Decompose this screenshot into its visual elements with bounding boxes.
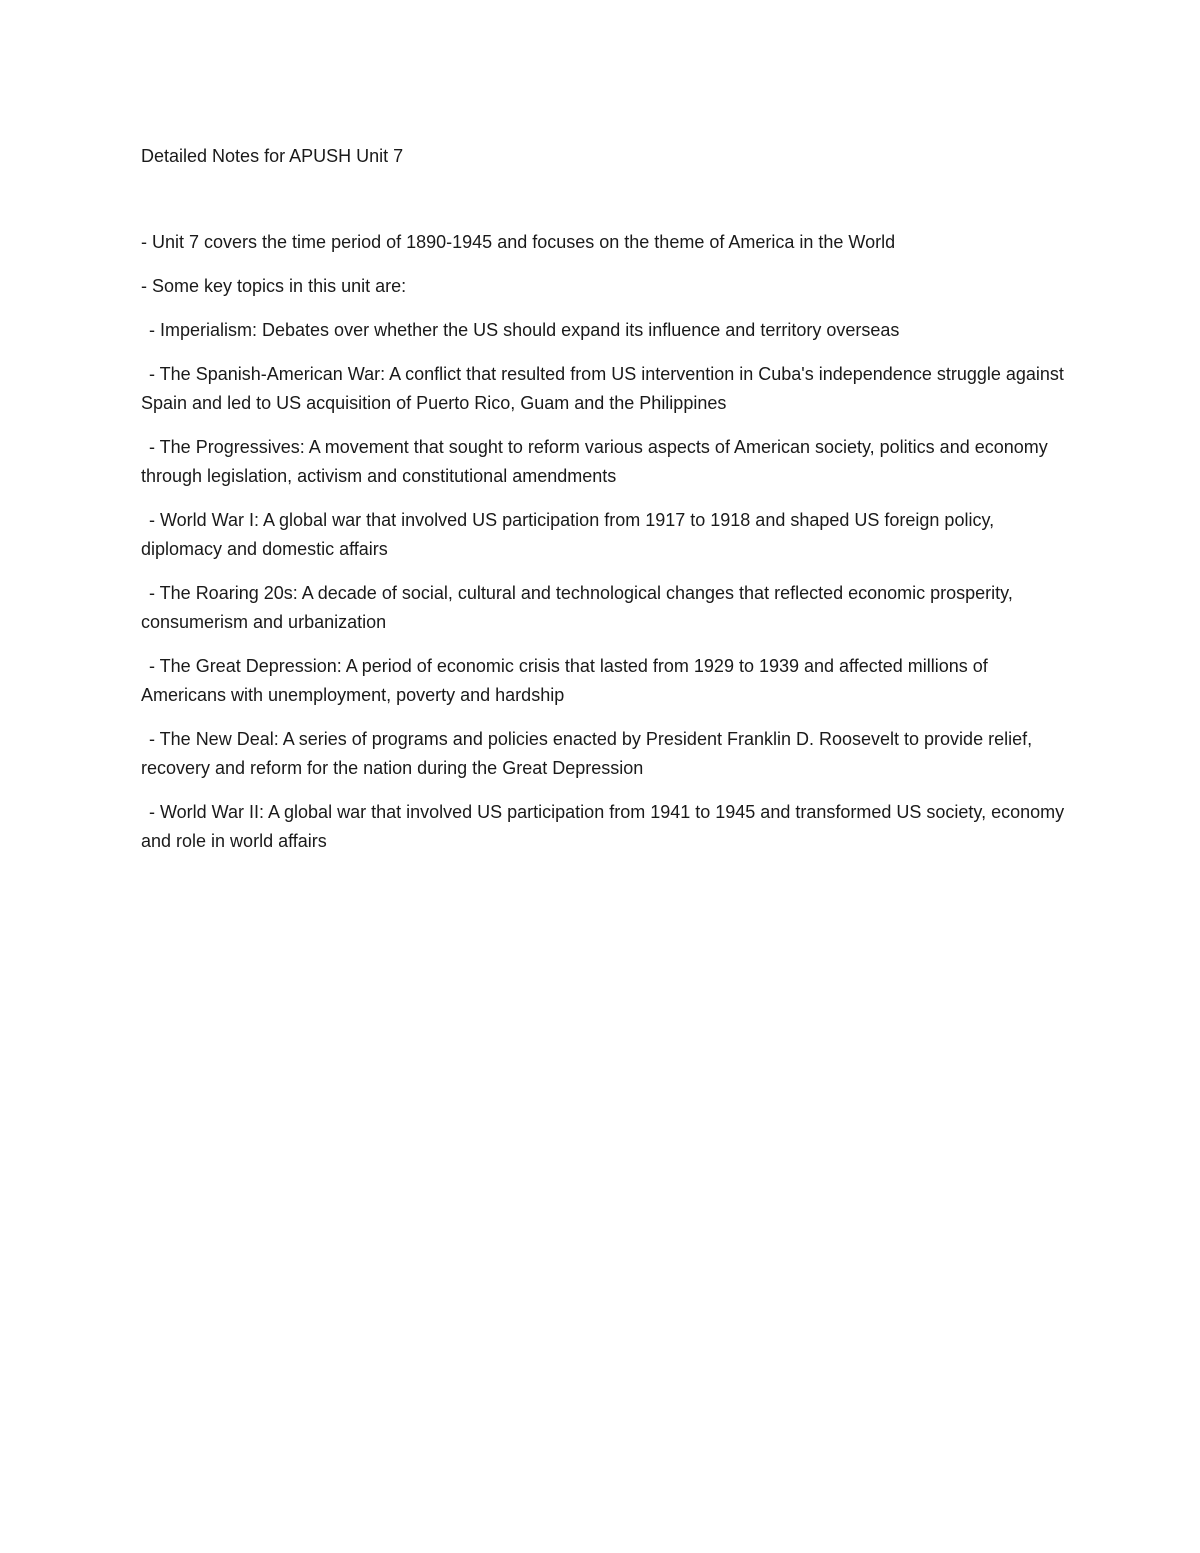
paragraph-key-topics-intro: - Some key topics in this unit are:: [141, 276, 407, 296]
topic-world-war-i: - World War I: A global war that involved US participation from 1917 to 1918 and shaped US foreign policy, diplomacy and domestic affairs: [141, 510, 995, 559]
topic-roaring-20s: - The Roaring 20s: A decade of social, cultural and technological changes that reflected economic prosperity, consumerism and urbanization: [141, 583, 1013, 632]
topic-world-war-ii: - World War II: A global war that involved US participation from 1941 to 1945 and transformed US society, economy and role in world affairs: [141, 802, 1065, 851]
topic-progressives: - The Progressives: A movement that sought to reform various aspects of American society, politics and economy through legislation, activism and constitutional amendments: [141, 437, 1048, 486]
document-body: [141, 142, 1066, 871]
topic-spanish-american-war: - The Spanish-American War: A conflict that resulted from US intervention in Cuba's independence struggle against Spain and led to US acquisition of Puerto Rico, Guam and the Philippines: [141, 364, 1064, 413]
topic-new-deal: - The New Deal: A series of programs and policies enacted by President Franklin D. Roosevelt to provide relief, recovery and reform for the nation during the Great Depression: [141, 729, 1033, 778]
topic-imperialism: - Imperialism: Debates over whether the US should expand its influence and territory overseas: [149, 320, 900, 340]
topic-great-depression: - The Great Depression: A period of economic crisis that lasted from 1929 to 1939 and affected millions of Americans with unemployment, poverty and hardship: [141, 656, 988, 705]
document-title: Detailed Notes for APUSH Unit 7: [141, 146, 404, 166]
paragraph-overview: - Unit 7 covers the time period of 1890-1945 and focuses on the theme of America in the World: [141, 232, 896, 252]
